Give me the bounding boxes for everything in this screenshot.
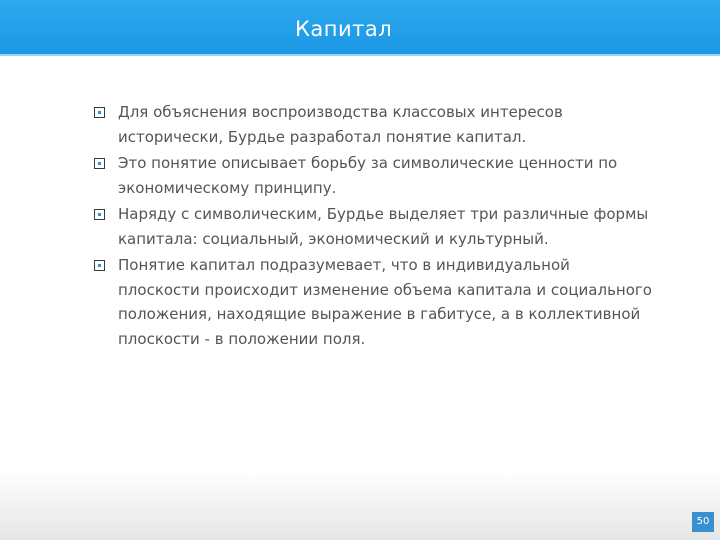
bullet-list xyxy=(94,100,654,353)
bullet-text: Понятие капитал подразумевает, что в индивидуальной плоскости происходит изменение объема капитала и социального положения, находящие выражение в габитусе, а в коллективной плоскости - в положении поля. xyxy=(118,256,652,348)
square-bullet-icon xyxy=(94,209,105,220)
bullet-text: Наряду с символическим, Бурдье выделяет три различные формы капитала: социальный, экономический и культурный. xyxy=(118,205,649,248)
square-bullet-icon xyxy=(94,158,105,169)
page-number: 50 xyxy=(692,512,714,532)
square-bullet-icon xyxy=(94,107,105,118)
slide-title: Капитал xyxy=(295,17,393,41)
list-item xyxy=(94,253,654,351)
bullet-text: Это понятие описывает борьбу за символические ценности по экономическому принципу. xyxy=(118,154,618,197)
list-item xyxy=(94,100,654,149)
square-bullet-icon xyxy=(94,260,105,271)
list-item xyxy=(94,151,654,200)
list-item xyxy=(94,202,654,251)
bullet-text: Для объяснения воспроизводства классовых интересов исторически, Бурдье разработал понятие капитал. xyxy=(118,103,563,146)
title-bar xyxy=(0,0,720,56)
